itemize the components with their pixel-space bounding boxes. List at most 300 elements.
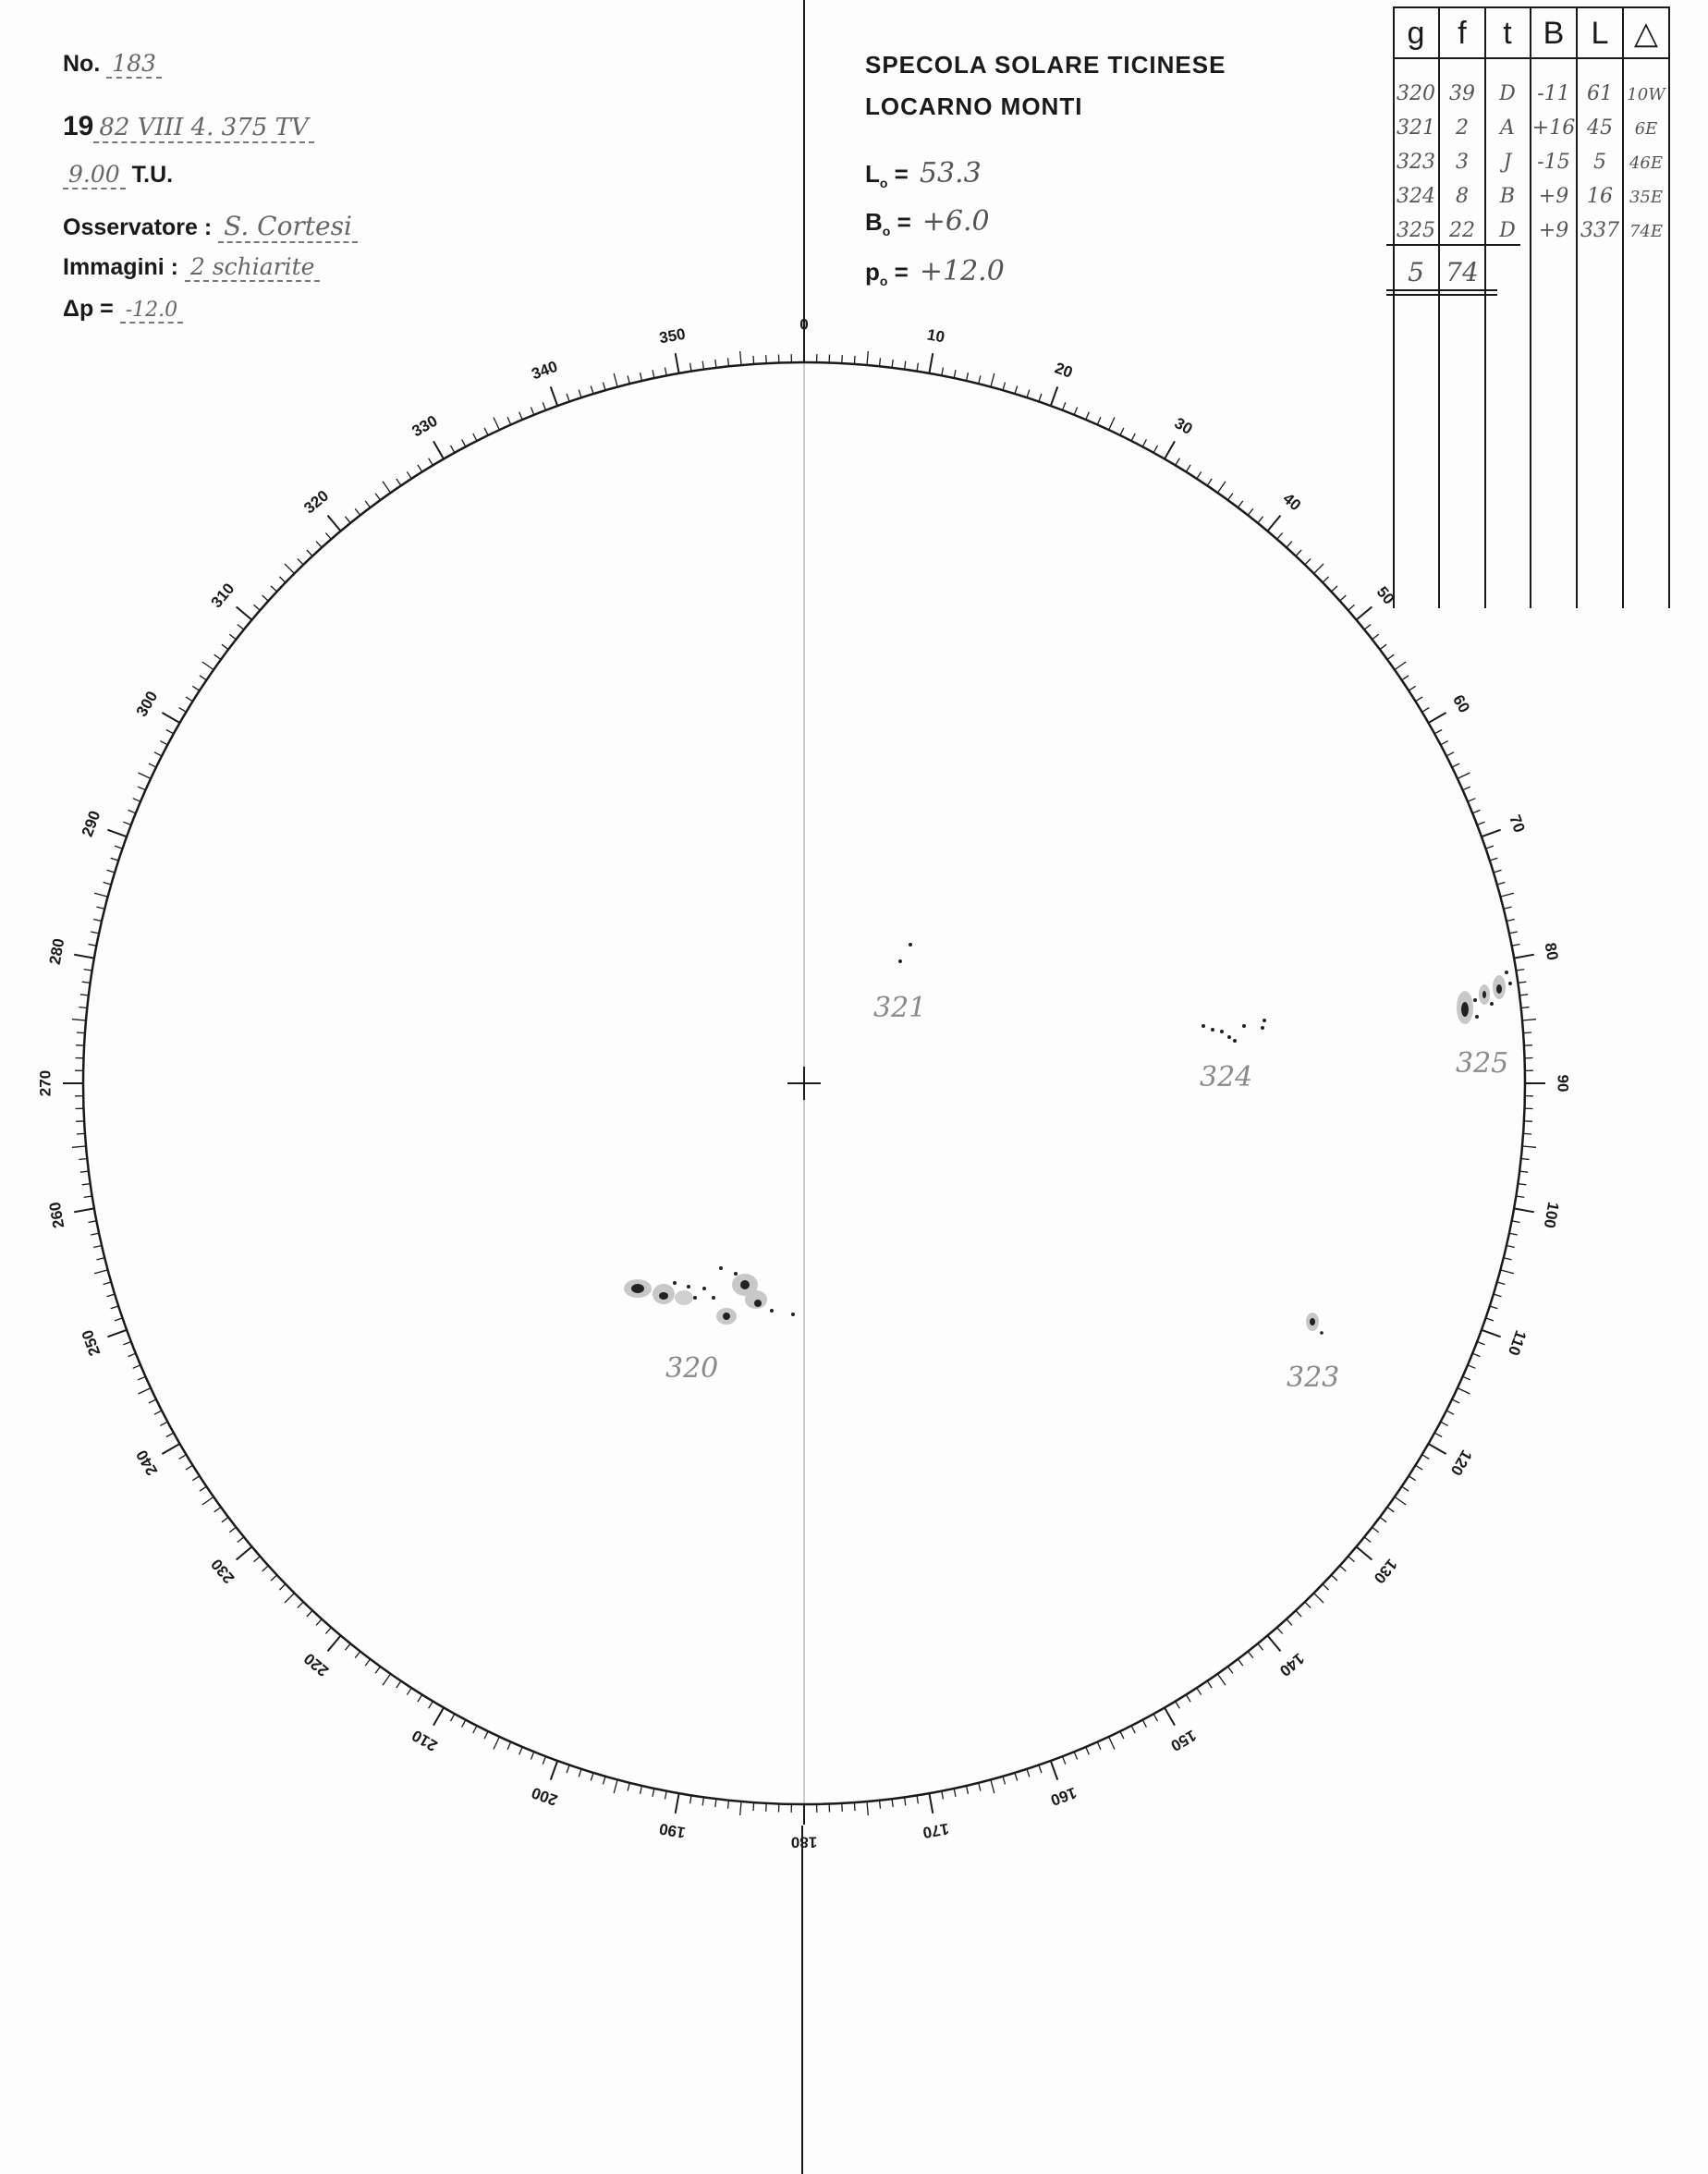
scale-tick <box>728 1801 729 1809</box>
scale-tick <box>222 1517 228 1521</box>
scale-tick <box>433 1708 444 1726</box>
scale-tick <box>1416 697 1423 702</box>
scale-tick <box>591 386 593 395</box>
param-b0-sub: o <box>882 224 891 239</box>
table-cell: 61 <box>1587 82 1613 105</box>
scale-tick <box>917 1795 918 1803</box>
scale-tick <box>238 1537 244 1543</box>
scale-tick <box>917 363 918 372</box>
scale-tick <box>271 586 277 592</box>
scale-tick <box>1015 386 1018 395</box>
scale-tick <box>1434 730 1442 734</box>
scale-tick <box>676 1793 679 1814</box>
scale-tick <box>307 550 312 556</box>
scale-tick <box>507 417 511 424</box>
scale-tick <box>929 1793 933 1814</box>
table-cell: 5 <box>1593 151 1606 174</box>
scale-tick <box>162 1444 179 1454</box>
scale-tick <box>1422 1455 1430 1460</box>
scale-tick <box>77 1133 85 1134</box>
scale-tick <box>200 676 207 680</box>
group-label-323: 323 <box>1287 1362 1340 1394</box>
pore <box>1475 1015 1479 1019</box>
scale-tick <box>1518 1184 1526 1185</box>
table-cell: 39 <box>1449 82 1475 105</box>
scale-label: 280 <box>45 936 68 967</box>
scale-tick <box>1509 1233 1518 1235</box>
scale-label: 60 <box>1449 691 1473 716</box>
scale-tick <box>1523 1133 1531 1134</box>
scale-tick <box>640 373 642 381</box>
scale-label: 70 <box>1506 812 1529 836</box>
scale-tick <box>676 353 679 373</box>
scale-tick <box>1422 708 1430 713</box>
scale-tick <box>1500 1270 1514 1274</box>
scale-tick <box>1296 550 1301 556</box>
scale-tick <box>229 634 236 640</box>
scale-tick <box>1472 810 1480 812</box>
scale-tick <box>1015 1773 1018 1781</box>
scale-tick <box>94 1270 108 1274</box>
scale-tick <box>271 1575 277 1581</box>
umbra <box>1496 984 1502 994</box>
scale-tick <box>346 1643 351 1650</box>
scale-tick <box>325 533 331 540</box>
scale-tick <box>1518 982 1526 983</box>
scale-tick <box>484 1731 488 1739</box>
scale-tick <box>1153 446 1157 453</box>
scale-tick <box>1504 907 1512 909</box>
scale-label: 20 <box>1052 359 1075 382</box>
scale-tick <box>1494 1294 1502 1297</box>
scale-tick <box>531 1752 533 1759</box>
scale-tick <box>262 595 269 601</box>
scale-tick <box>628 1783 629 1791</box>
scale-tick <box>1486 846 1494 849</box>
scale-tick <box>138 1376 145 1380</box>
scale-tick <box>1364 1537 1371 1543</box>
scale-tick <box>429 1702 433 1709</box>
scale-tick <box>133 799 140 802</box>
scale-tick <box>74 1208 94 1212</box>
scale-tick <box>328 1636 341 1652</box>
scale-tick <box>279 577 286 582</box>
scale-tick <box>139 1388 152 1394</box>
scale-tick <box>766 355 767 363</box>
scale-tick <box>328 516 341 531</box>
scale-tick <box>238 625 244 630</box>
group-label-324: 324 <box>1200 1061 1253 1093</box>
scale-tick <box>1348 605 1355 610</box>
scale-tick <box>1165 1708 1175 1726</box>
pore <box>1508 982 1512 985</box>
scale-tick <box>111 1306 119 1309</box>
scale-tick <box>1097 417 1101 424</box>
scale-tick <box>1332 1575 1338 1581</box>
scale-label: 130 <box>1370 1555 1401 1587</box>
scale-tick <box>285 1594 295 1604</box>
scale-tick <box>1441 1422 1448 1425</box>
scale-tick <box>1482 830 1501 837</box>
scale-tick <box>967 1786 969 1794</box>
pore <box>702 1287 706 1290</box>
scale-tick <box>186 1465 193 1470</box>
table-header-cell: L <box>1591 16 1609 51</box>
scale-tick <box>1120 1731 1124 1739</box>
scale-label: 170 <box>921 1819 951 1842</box>
scale-label: 290 <box>78 808 104 839</box>
table-cell: D <box>1499 82 1516 105</box>
delta-p-label: Δp = <box>63 296 114 322</box>
scale-tick <box>1074 408 1077 415</box>
scale-tick <box>690 1795 691 1803</box>
scale-tick <box>123 822 130 824</box>
sunspot-group-323 <box>1306 1313 1324 1335</box>
scale-tick <box>1228 1667 1233 1673</box>
scale-tick <box>1512 945 1520 947</box>
scale-tick <box>298 1602 303 1608</box>
scale-tick <box>1468 799 1475 802</box>
scale-tick <box>91 932 99 934</box>
scale-tick <box>551 1761 558 1780</box>
scale-tick <box>154 752 162 756</box>
pore <box>1261 1026 1264 1030</box>
scale-label: 210 <box>409 1726 441 1755</box>
scale-tick <box>1109 1737 1115 1750</box>
scale-tick <box>1003 1777 1006 1785</box>
scale-tick <box>880 1801 881 1809</box>
scale-tick <box>473 1726 477 1733</box>
scale-tick <box>451 1714 455 1721</box>
scale-tick <box>1477 822 1484 824</box>
group-label-325: 325 <box>1456 1047 1509 1080</box>
scale-tick <box>1452 763 1459 767</box>
scale-label: 330 <box>409 411 441 441</box>
scale-label: 180 <box>790 1833 818 1851</box>
scale-tick <box>1063 402 1066 409</box>
scale-tick <box>1372 634 1379 640</box>
scale-tick <box>1497 883 1506 885</box>
scale-tick <box>1523 1032 1531 1033</box>
scale-tick <box>929 353 933 373</box>
date-value: 82 VIII 4. 375 TV <box>93 114 313 143</box>
scale-tick <box>77 1032 85 1033</box>
delta-p-value: -12.0 <box>120 299 183 324</box>
scale-label: 200 <box>529 1783 560 1810</box>
umbra <box>1310 1318 1315 1325</box>
scale-tick <box>991 1779 994 1793</box>
scale-tick <box>1490 858 1498 861</box>
scale-tick <box>1165 441 1175 458</box>
pore <box>1263 1019 1266 1022</box>
scale-tick <box>991 373 994 387</box>
scale-tick <box>149 763 156 767</box>
time-value: 9.00 <box>63 161 126 189</box>
scale-tick <box>1387 654 1394 659</box>
scale-tick <box>166 730 174 734</box>
scale-tick <box>1131 434 1135 441</box>
scale-tick <box>1217 1674 1226 1685</box>
scale-tick <box>1402 676 1409 680</box>
scale-tick <box>1142 439 1146 446</box>
scale-tick <box>115 1318 123 1321</box>
scale-tick <box>451 446 455 453</box>
scale-tick <box>1458 1388 1470 1394</box>
scale-tick <box>104 1282 112 1285</box>
scale-tick <box>104 883 112 885</box>
scale-tick <box>1142 1720 1146 1728</box>
scale-label: 10 <box>925 325 946 347</box>
scale-tick <box>254 605 261 610</box>
scale-tick <box>128 810 136 812</box>
pore <box>734 1272 738 1276</box>
scale-label: 270 <box>36 1069 55 1097</box>
table-cell: 10W <box>1627 85 1665 104</box>
scale-tick <box>954 1789 956 1797</box>
scale-tick <box>433 441 444 458</box>
time-label: T.U. <box>131 162 174 188</box>
scale-tick <box>365 501 370 507</box>
scale-tick <box>1446 752 1454 756</box>
table-cell: 321 <box>1397 116 1435 140</box>
sunspot-group-320 <box>624 1266 795 1325</box>
scale-tick <box>1287 1619 1292 1626</box>
pore <box>1490 1002 1494 1006</box>
scale-tick <box>365 1659 370 1666</box>
scale-tick <box>665 1791 667 1800</box>
scale-tick <box>1027 1769 1030 1777</box>
scale-tick <box>1497 1282 1506 1285</box>
scale-tick <box>72 1146 86 1147</box>
scale-tick <box>162 713 179 723</box>
scale-tick <box>653 370 654 378</box>
scale-tick <box>1509 932 1518 934</box>
scale-tick <box>375 494 380 500</box>
pore <box>687 1285 690 1289</box>
scale-label: 260 <box>45 1200 68 1230</box>
umbra <box>754 1300 762 1307</box>
sheet-number-value: 183 <box>106 50 162 79</box>
scale-tick <box>1521 1159 1530 1160</box>
scale-tick <box>551 386 558 406</box>
observer-label: Osservatore : <box>63 214 213 240</box>
scale-tick <box>316 1619 322 1626</box>
scale-tick <box>567 1765 569 1774</box>
param-b0-eq: = <box>890 208 911 236</box>
scale-tick <box>279 1584 286 1590</box>
scale-tick <box>407 471 411 479</box>
table-cell: J <box>1503 151 1512 174</box>
scale-tick <box>1153 1714 1157 1721</box>
scale-tick <box>1490 1306 1498 1309</box>
scale-tick <box>179 1455 187 1460</box>
scale-tick <box>854 1802 855 1811</box>
scale-tick <box>1120 428 1124 435</box>
scale-tick <box>1409 686 1416 690</box>
scale-tick <box>867 1801 868 1815</box>
scale-tick <box>1176 1702 1180 1709</box>
table-cell: 2 <box>1456 116 1469 140</box>
scale-tick <box>96 907 104 909</box>
table-cell: 74E <box>1629 222 1664 241</box>
scale-tick <box>1332 586 1338 592</box>
pore <box>1202 1024 1205 1028</box>
scale-tick <box>1097 1742 1101 1750</box>
scale-tick <box>1504 1258 1512 1260</box>
scale-tick <box>1267 516 1280 531</box>
scale-tick <box>653 1789 654 1797</box>
param-b0-label: B <box>865 208 883 236</box>
scale-tick <box>82 1184 91 1185</box>
scale-tick <box>1248 508 1253 515</box>
sunspot-group-325 <box>1457 971 1512 1024</box>
scale-tick <box>1472 1353 1480 1356</box>
scale-tick <box>192 1476 200 1481</box>
scale-tick <box>76 1045 84 1046</box>
table-header-cell: B <box>1543 16 1565 51</box>
scale-tick <box>842 355 843 363</box>
scale-label: 90 <box>1554 1074 1572 1093</box>
scale-tick <box>1027 390 1030 398</box>
table-header-cell: g <box>1407 16 1425 51</box>
scale-tick <box>82 982 91 983</box>
table-cell: +9 <box>1538 219 1569 242</box>
scale-tick <box>1248 1652 1253 1658</box>
scale-tick <box>160 1422 167 1425</box>
scale-tick <box>1340 1566 1347 1571</box>
scale-tick <box>614 373 617 387</box>
date-year-prefix: 19 <box>63 111 94 141</box>
scale-tick <box>1074 1752 1077 1759</box>
scale-tick <box>160 741 167 745</box>
scale-tick <box>753 356 754 364</box>
pore <box>1220 1030 1224 1033</box>
scale-tick <box>1434 1433 1442 1436</box>
scale-label: 150 <box>1167 1726 1200 1755</box>
scale-tick <box>1380 1517 1386 1521</box>
umbra <box>631 1284 644 1293</box>
table-cell: 6E <box>1634 119 1658 139</box>
scale-tick <box>355 1652 360 1658</box>
scale-label: 30 <box>1171 414 1196 438</box>
pore <box>1233 1039 1237 1043</box>
param-p0-eq: = <box>887 258 909 286</box>
scale-tick <box>123 1342 130 1345</box>
scale-label: 190 <box>657 1819 688 1842</box>
scale-tick <box>1429 1444 1446 1454</box>
scale-tick <box>1207 1681 1212 1689</box>
scale-tick <box>1323 577 1329 582</box>
table-cell: 320 <box>1397 82 1435 105</box>
scale-tick <box>1512 1221 1520 1223</box>
pore <box>770 1309 774 1313</box>
scale-tick <box>407 1688 411 1695</box>
scale-tick <box>107 1330 127 1337</box>
table-cell: -11 <box>1537 82 1570 105</box>
scale-tick <box>579 1769 581 1777</box>
scale-tick <box>1267 1636 1280 1652</box>
scale-tick <box>285 564 295 574</box>
scale-tick <box>325 1628 331 1634</box>
scale-tick <box>1039 394 1042 402</box>
pore <box>1211 1028 1214 1032</box>
scale-tick <box>383 1674 391 1685</box>
scale-tick <box>214 654 221 659</box>
scale-tick <box>1348 1557 1355 1562</box>
scale-tick <box>591 1773 593 1781</box>
scale-label: 220 <box>300 1649 333 1680</box>
scale-tick <box>842 1803 843 1812</box>
scale-tick <box>892 1799 893 1807</box>
scale-tick <box>614 1779 617 1793</box>
table-cell: 16 <box>1587 185 1613 208</box>
scale-tick <box>262 1566 269 1571</box>
table-cell: 8 <box>1456 185 1469 208</box>
scale-tick <box>728 358 729 366</box>
scale-tick <box>519 1747 523 1754</box>
scale-tick <box>1514 955 1534 959</box>
scale-tick <box>1364 625 1371 630</box>
scale-tick <box>111 858 119 861</box>
scale-label: 50 <box>1372 582 1398 608</box>
scale-tick <box>604 383 606 391</box>
scale-tick <box>1238 1659 1242 1666</box>
scale-tick <box>1441 741 1448 745</box>
scale-tick <box>1519 1171 1528 1172</box>
scale-tick <box>753 1802 754 1811</box>
param-p0-label: p <box>865 258 880 286</box>
scale-label: 0 <box>799 315 809 334</box>
scale-tick <box>1494 870 1502 873</box>
scale-tick <box>1051 386 1058 406</box>
umbra <box>1482 991 1486 998</box>
scale-tick <box>154 1411 162 1414</box>
scale-label: 250 <box>78 1327 104 1359</box>
images-label: Immagini : <box>63 254 179 280</box>
sunspot-group-324 <box>1202 1019 1266 1043</box>
scale-label: 110 <box>1504 1327 1531 1358</box>
scale-tick <box>222 644 228 649</box>
scale-tick <box>1416 1465 1423 1470</box>
scale-tick <box>84 970 92 971</box>
scale-label: 160 <box>1048 1783 1080 1810</box>
scale-tick <box>1458 773 1470 778</box>
scale-tick <box>307 1611 312 1618</box>
param-b0-value: +6.0 <box>921 205 990 238</box>
param-l0-value: 53.3 <box>919 157 982 189</box>
scale-tick <box>107 1294 116 1297</box>
scale-tick <box>1340 595 1347 601</box>
scale-tick <box>202 1496 214 1505</box>
scale-tick <box>1109 418 1115 431</box>
group-label-320: 320 <box>665 1352 719 1385</box>
scale-tick <box>91 1233 99 1235</box>
scale-label: 100 <box>1540 1200 1563 1230</box>
umbra <box>740 1280 750 1289</box>
scale-tick <box>237 607 252 620</box>
scale-tick <box>1507 920 1515 922</box>
scale-tick <box>128 1353 136 1356</box>
scale-tick <box>1387 1508 1394 1512</box>
scale-tick <box>1507 1246 1515 1248</box>
table-header-cell: t <box>1503 16 1512 51</box>
scale-tick <box>1452 1399 1459 1403</box>
scale-tick <box>628 375 629 384</box>
scale-tick <box>880 358 881 366</box>
scale-tick <box>166 1433 174 1436</box>
table-cell: 337 <box>1580 219 1619 242</box>
scale-tick <box>96 1258 104 1260</box>
